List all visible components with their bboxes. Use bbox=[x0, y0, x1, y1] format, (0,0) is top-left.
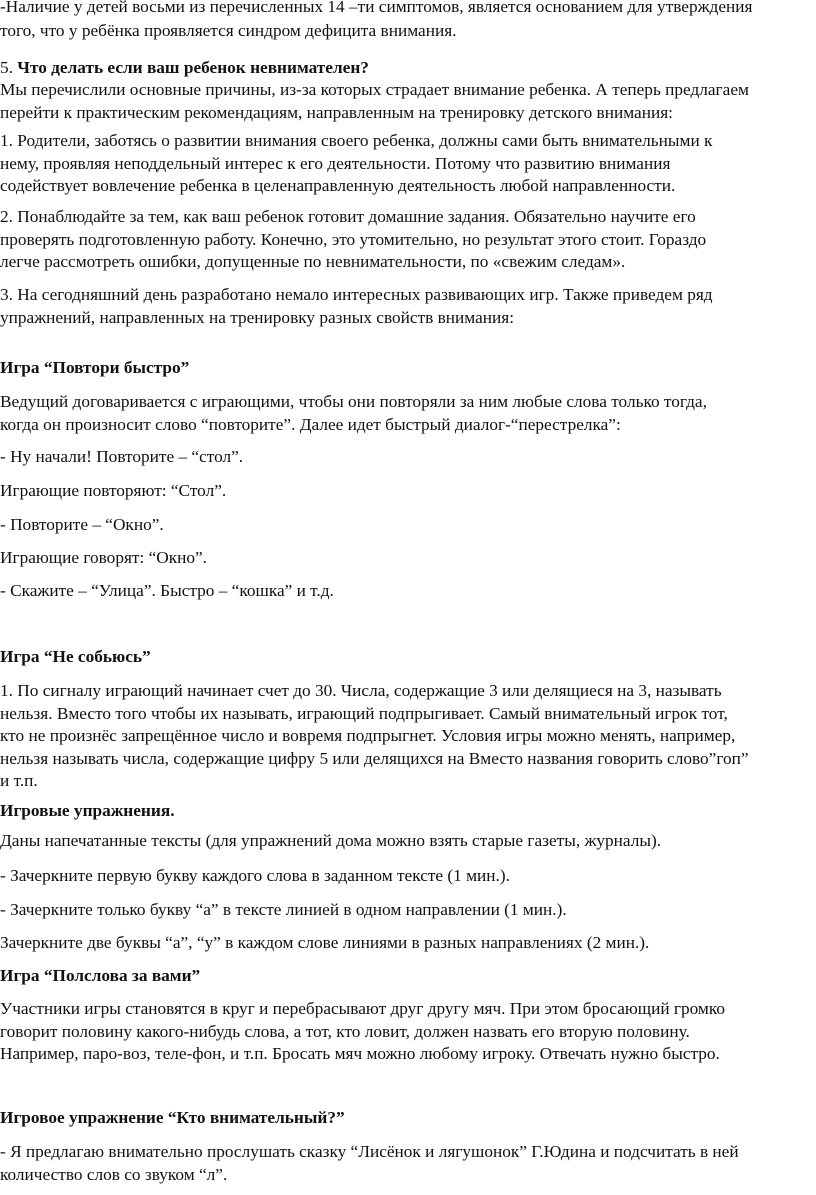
game-1-dialog-line: Играющие говорят: “Окно”. bbox=[0, 548, 208, 567]
game-1-dialog-line: - Повторите – “Окно”. bbox=[0, 515, 164, 534]
game-1-dialog-line: Играющие повторяют: “Стол”. bbox=[0, 481, 227, 500]
game-2-description: 1. По сигналу играющий начинает счет до 30. Числа, содержащие 3 или делящиеся на 3, называть нельзя. Вместо того чтобы их называть, играющий подпрыгивает. Самый внимательный игрок тот, кто не произнёс запрещённое число и вовремя подпрыгнет. Условия игры можно менять, например, нельзя называть числа, содержащие цифру 5 или делящихся на Вместо названия говорить слово”гоп” и т.п. bbox=[0, 681, 749, 790]
exercises-title: Игровые упражнения. bbox=[0, 801, 175, 820]
game-2-title: Игра “Не собьюсь” bbox=[0, 647, 151, 666]
recommendation-item-1: 1. Родители, заботясь о развитии внимания своего ребенка, должны сами быть внимательными к нему, проявляя неподдельный интерес к его деятельности. Потому что развитию внимания содействует вовлечение ребенка в целенаправленную деятельность любой направленности. bbox=[0, 131, 713, 195]
section-5-heading: Что делать если ваш ребенок невнимателен? bbox=[17, 58, 369, 77]
intro-line-1: -Наличие у детей восьми из перечисленных 14 –ти симптомов, является основанием для утверждения bbox=[0, 0, 753, 16]
exercise-item: - Зачеркните первую букву каждого слова в заданном тексте (1 мин.). bbox=[0, 866, 510, 885]
exercise-item: Зачеркните две буквы “а”, “у” в каждом слове линиями в разных направлениях (2 мин.). bbox=[0, 933, 650, 952]
game-3-title: Игра “Полслова за вами” bbox=[0, 966, 201, 985]
game-1-dialog-line: - Скажите – “Улица”. Быстро – “кошка” и т.д. bbox=[0, 581, 334, 600]
section-5-number: 5. bbox=[0, 58, 18, 77]
game-1-description: Ведущий договаривается с играющими, чтобы они повторяли за ним любые слова только тогда, когда он произносит слово “повторите”. Далее идет быстрый диалог-“перестрелка”: bbox=[0, 392, 707, 434]
game-1-title: Игра “Повтори быстро” bbox=[0, 358, 190, 377]
game-1-dialog-line: - Ну начали! Повторите – “стол”. bbox=[0, 447, 244, 466]
game-4-title: Игровое упражнение “Кто внимательный?” bbox=[0, 1108, 345, 1127]
recommendation-item-2: 2. Понаблюдайте за тем, как ваш ребенок готовит домашние задания. Обязательно научите его проверять подготовленную работу. Конечно, это утомительно, но результат этого стоит. Гораздо легче рассмотреть ошибки, допущенные по невнимательности, по «свежим следам». bbox=[0, 207, 707, 271]
exercises-intro: Даны напечатанные тексты (для упражнений дома можно взять старые газеты, журналы). bbox=[0, 831, 662, 850]
section-5-heading-line bbox=[0, 57, 812, 80]
game-4-description: - Я предлагаю внимательно прослушать сказку “Лисёнок и лягушонок” Г.Юдина и подсчитать в ней количество слов со звуком “л”. bbox=[0, 1142, 739, 1184]
recommendation-item-3: 3. На сегодняшний день разработано немало интересных развивающих игр. Также приведем ряд упражнений, направленных на тренировку разных свойств внимания: bbox=[0, 285, 713, 327]
section-5-text: Мы перечислили основные причины, из-за которых страдает внимание ребенка. А теперь предлагаем перейти к практическим рекомендациям, направленным на тренировку детского внимания: bbox=[0, 80, 749, 122]
intro-line-2: того, что у ребёнка проявляется синдром дефицита внимания. bbox=[0, 21, 457, 40]
game-3-description: Участники игры становятся в круг и перебрасывают друг другу мяч. При этом бросающий громко говорит половину какого-нибудь слова, а тот, кто ловит, должен назвать его вторую половину. Например, паро-воз, теле-фон, и т.п. Бросать мяч можно любому игроку. Отвечать нужно быстро. bbox=[0, 999, 726, 1063]
exercise-item: - Зачеркните только букву “а” в тексте линией в одном направлении (1 мин.). bbox=[0, 900, 567, 919]
